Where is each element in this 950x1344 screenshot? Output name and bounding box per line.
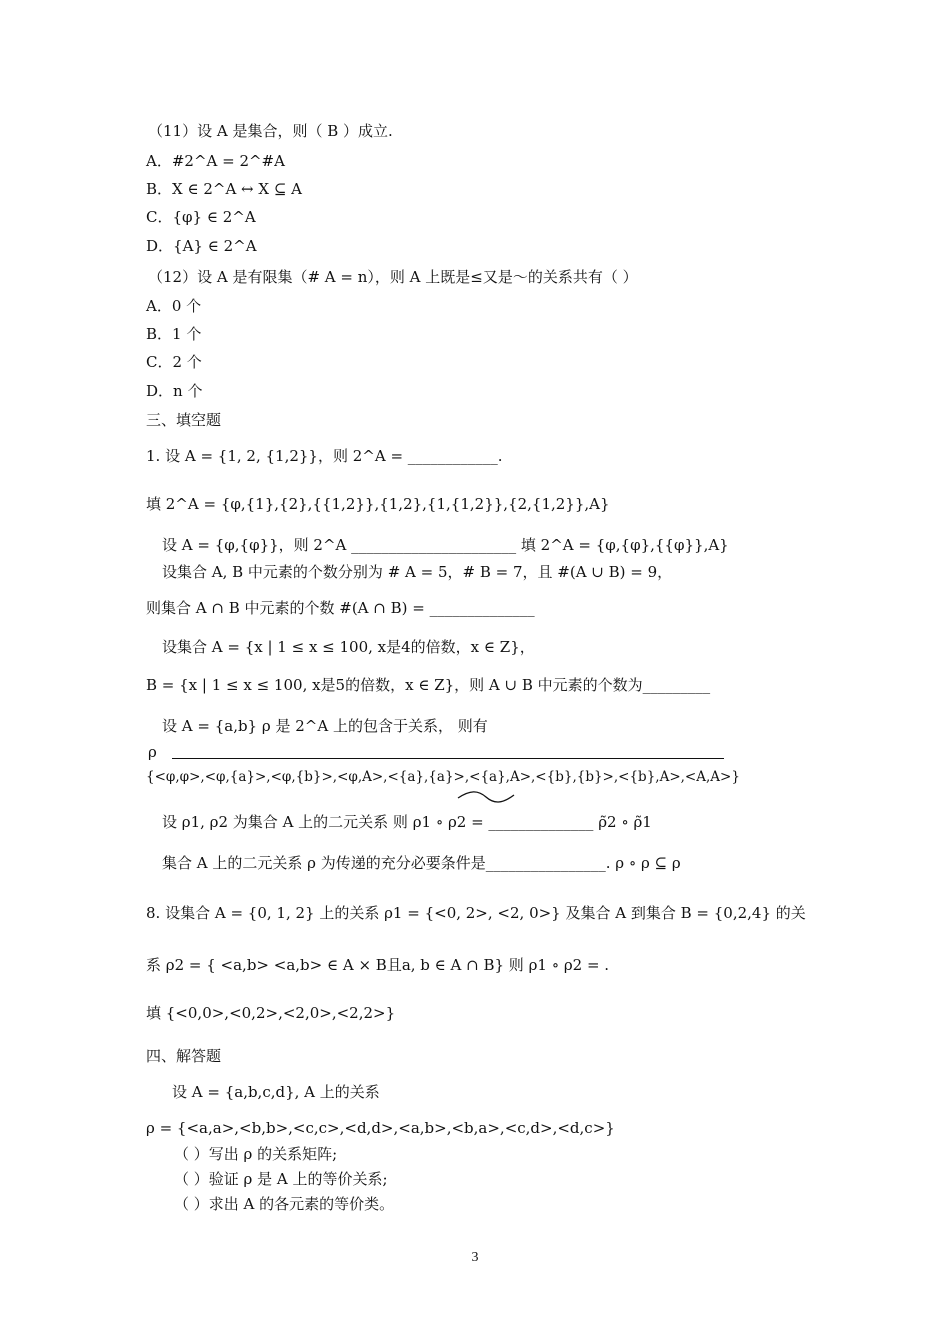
section3-title: 三、填空题 bbox=[146, 411, 222, 429]
section4-title: 四、解答题 bbox=[146, 1047, 222, 1065]
answer-q-line1: 设 A = {a,b,c,d}, A 上的关系 bbox=[172, 1083, 380, 1101]
answer-q-item-1: （ ）写出 ρ 的关系矩阵; bbox=[174, 1145, 338, 1163]
q11-stem: （11）设 A 是集合，则（ B ）成立. bbox=[148, 122, 393, 140]
answer-q-item-3: （ ）求出 A 的各元素的等价类。 bbox=[174, 1195, 395, 1213]
fill-q4-line1: 设集合 A = {x | 1 ≤ x ≤ 100, x是4的倍数，x ∈ Z}， bbox=[162, 638, 535, 656]
fill-q8-line1: 8. 设集合 A = {0, 1, 2} 上的关系 ρ1 = {<0, 2>, <2, 0>} 及集合 A 到集合 B = {0,2,4} 的关 bbox=[146, 904, 806, 922]
q11-option-b: B．X ∈ 2^A ↔ X ⊆ A bbox=[146, 180, 303, 198]
tilde-arc bbox=[456, 790, 516, 804]
fill-q2: 设 A = {φ,{φ}}，则 2^A ______________________ 填 2^A = {φ,{φ},{{φ}},A} bbox=[162, 536, 729, 554]
fill-q8-answer: 填 {<0,0>,<0,2>,<2,0>,<2,2>} bbox=[146, 1004, 396, 1022]
q12-option-b: B．1 个 bbox=[146, 325, 202, 343]
fill-q8-line2: 系 ρ2 = { <a,b> <a,b> ∈ A × B且a, b ∈ A ∩ B} 则 ρ1 ∘ ρ2 = . bbox=[146, 956, 610, 974]
q12-stem: （12）设 A 是有限集（# A = n），则 A 上既是≤又是～的关系共有（ ） bbox=[148, 268, 638, 286]
fill-q5-blank[interactable] bbox=[172, 758, 724, 759]
fill-q7: 集合 A 上的二元关系 ρ 为传递的充分必要条件是________________. ρ ∘ ρ ⊆ ρ bbox=[162, 854, 681, 872]
answer-q-item-2: （ ）验证 ρ 是 A 上的等价关系; bbox=[174, 1170, 388, 1188]
fill-q1-answer: 填 2^A = {φ,{1},{2},{{1,2}},{1,2},{1,{1,2}},{2,{1,2}},A} bbox=[146, 495, 610, 513]
fill-q1-stem: 1. 设 A = {1, 2, {1,2}}，则 2^A = ____________. bbox=[146, 447, 503, 465]
q11-option-a: A．#2^A = 2^#A bbox=[146, 152, 285, 170]
fill-q5-line2: ρ bbox=[148, 743, 157, 761]
page-number: 3 bbox=[471, 1250, 479, 1265]
fill-q3-line2: 则集合 A ∩ B 中元素的个数 #(A ∩ B) = ______________ bbox=[146, 599, 535, 617]
fill-q5-line1: 设 A = {a,b} ρ 是 2^A 上的包含于关系， 则有 bbox=[162, 717, 488, 735]
q11-option-c: C．{φ} ∈ 2^A bbox=[146, 208, 256, 226]
fill-q4-line2: B = {x | 1 ≤ x ≤ 100, x是5的倍数，x ∈ Z}，则 A ∪ B 中元素的个数为_________ bbox=[146, 676, 711, 694]
fill-q5-answer: {<φ,φ>,<φ,{a}>,<φ,{b}>,<φ,A>,<{a},{a}>,<{a},A>,<{b},{b}>,<{b},A>,<A,A>} bbox=[146, 769, 740, 785]
q12-option-a: A．0 个 bbox=[146, 297, 202, 315]
q12-option-c: C．2 个 bbox=[146, 353, 202, 371]
q12-option-d: D．n 个 bbox=[146, 382, 203, 400]
q11-option-d: D．{A} ∈ 2^A bbox=[146, 237, 257, 255]
fill-q3-line1: 设集合 A, B 中元素的个数分别为 # A = 5，# B = 7，且 #(A ∪ B) = 9， bbox=[162, 563, 673, 581]
fill-q6: 设 ρ1, ρ2 为集合 A 上的二元关系 则 ρ1 ∘ ρ2 = ______________ ρ̃2 ∘ ρ̃1 bbox=[162, 813, 652, 831]
answer-q-line2: ρ = {<a,a>,<b,b>,<c,c>,<d,d>,<a,b>,<b,a>,<c,d>,<d,c>} bbox=[146, 1119, 615, 1137]
